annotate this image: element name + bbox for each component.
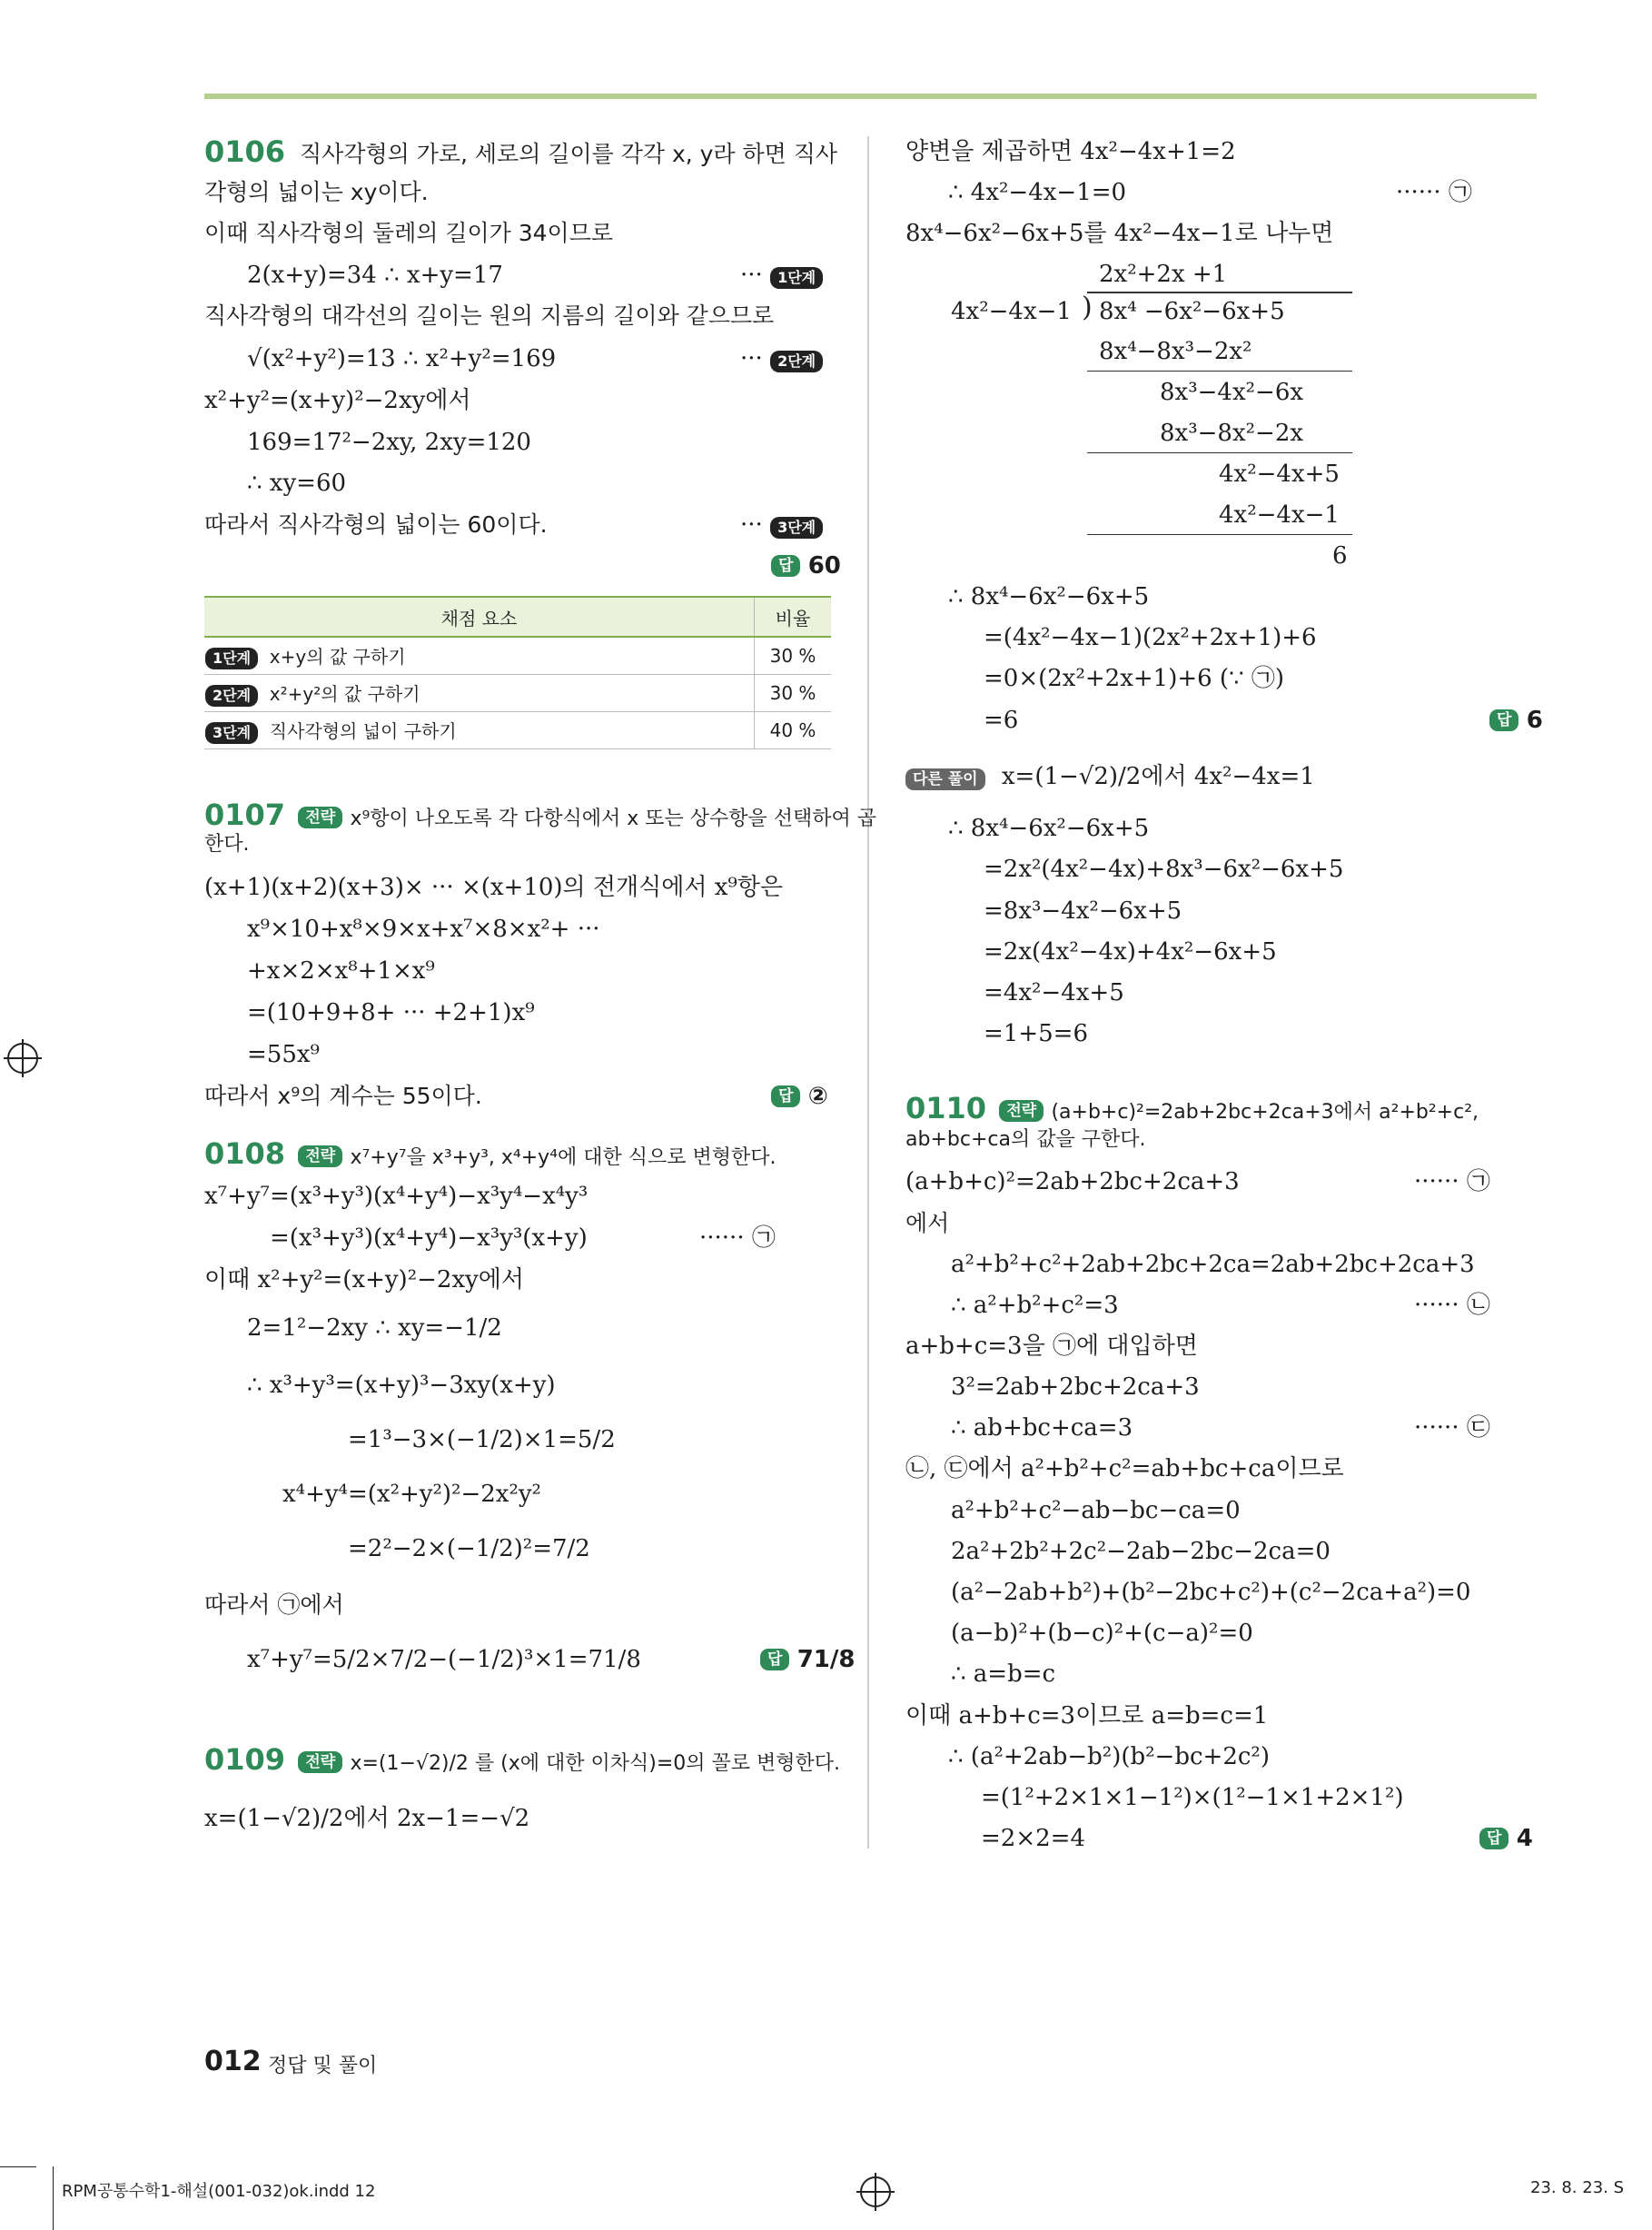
page-number: 012 xyxy=(204,2046,262,2077)
math-line: =(x³+y³)(x⁴+y⁴)−x³y³(x+y) xyxy=(270,1224,588,1252)
step-badge: 1단계 xyxy=(770,267,823,289)
division-step: 4x²−4x+5 xyxy=(1219,461,1340,488)
strategy-label: 전략 xyxy=(298,807,342,828)
math-line: ∴ 8x⁴−6x²−6x+5 xyxy=(948,815,1150,842)
math-line: ∴ x³+y³=(x+y)³−3xy(x+y) xyxy=(247,1372,556,1399)
answer xyxy=(1479,1823,1533,1854)
strategy-label: 전략 xyxy=(999,1100,1044,1122)
text-line: 따라서 x⁹의 계수는 55이다. xyxy=(204,1083,482,1109)
division-rule xyxy=(1087,534,1352,535)
equation-marker: ······ ㉢ xyxy=(1414,1414,1490,1442)
math-line: ∴ a=b=c xyxy=(951,1660,1056,1688)
answer-value: ② xyxy=(807,1083,828,1110)
division-bar xyxy=(1087,292,1352,293)
math-line: ∴ (a²+2ab−b²)(b²−bc+2c²) xyxy=(948,1743,1270,1770)
text-line: 따라서 ㉠에서 xyxy=(204,1591,344,1618)
math-line: =2x(4x²−4x)+4x²−6x+5 xyxy=(984,938,1277,966)
math-line: a+b+c=3을 ㉠에 대입하면 xyxy=(905,1333,1198,1360)
division-step: 8x³−8x²−2x xyxy=(1160,420,1304,447)
division-step: 4x²−4x−1 xyxy=(1219,501,1340,529)
alt-solution-label: 다른 풀이 xyxy=(905,768,985,790)
math-line: ㉡, ㉢에서 a²+b²+c²=ab+bc+ca이므로 xyxy=(905,1455,1344,1482)
equation-marker: ······ ㉠ xyxy=(1396,179,1472,206)
math-line: ∴ 8x⁴−6x²−6x+5 xyxy=(948,583,1150,610)
problem-0109-header xyxy=(204,1744,840,1779)
table-cell: x+y의 값 구하기 xyxy=(269,646,406,668)
table-cell: 30 % xyxy=(755,675,832,712)
text-line: 직사각형의 대각선의 길이는 원의 지름의 길이와 같으므로 xyxy=(204,302,775,329)
math-line: =1+5=6 xyxy=(984,1020,1088,1047)
answer-value: 71/8 xyxy=(796,1646,856,1673)
math-line: =55x⁹ xyxy=(247,1041,320,1068)
math-line: (x+1)(x+2)(x+3)× ··· ×(x+10)의 전개식에서 x⁹항은 xyxy=(204,874,784,901)
step-badge: 2단계 xyxy=(770,351,823,372)
math-line: (a+b+c)²=2ab+2bc+2ca+3 xyxy=(905,1168,1240,1195)
table-row xyxy=(204,675,831,712)
math-line: x=(1−√2)/2에서 4x²−4x=1 xyxy=(1001,763,1315,790)
answer-value: 4 xyxy=(1516,1825,1533,1852)
math-line: (a²−2ab+b²)+(b²−2bc+c²)+(c²−2ca+a²)=0 xyxy=(951,1579,1471,1606)
text-line: 직사각형의 가로, 세로의 길이를 각각 x, y라 하면 직사 xyxy=(300,141,838,167)
answer-value: 6 xyxy=(1526,707,1543,734)
division-remainder: 6 xyxy=(1332,542,1348,570)
math-line: ∴ ab+bc+ca=3 xyxy=(951,1414,1133,1442)
table-cell: 30 % xyxy=(755,637,832,675)
math-line: 2(x+y)=34 ∴ x+y=17 xyxy=(247,262,503,289)
math-line: ∴ xy=60 xyxy=(247,470,347,497)
division-step: 8x⁴−8x³−2x² xyxy=(1099,338,1252,365)
problem-0106-header xyxy=(204,136,837,170)
answer-label: 답 xyxy=(760,1649,789,1670)
math-line: x⁷+y⁷=(x³+y³)(x⁴+y⁴)−x³y⁴−x⁴y³ xyxy=(204,1183,589,1210)
answer xyxy=(760,1644,855,1675)
text-line: 이때 직사각형의 둘레의 길이가 34이므로 xyxy=(204,220,613,246)
math-line: =8x³−4x²−6x+5 xyxy=(984,897,1182,925)
text-line: 에서 xyxy=(905,1210,950,1236)
footer-filename: RPM공통수학1-해설(001-032)ok.indd 12 xyxy=(62,2182,376,2201)
text-line: 각형의 넓이는 xy이다. xyxy=(204,179,429,205)
equation-marker: ······ ㉠ xyxy=(699,1224,776,1252)
math-line: =1³−3×(−1/2)×1=5/2 xyxy=(348,1426,616,1453)
problem-number: 0110 xyxy=(905,1091,987,1125)
answer xyxy=(771,550,841,581)
text-line: 따라서 직사각형의 넓이는 60이다. xyxy=(204,511,548,538)
answer-label: 답 xyxy=(771,555,800,577)
math-line: ∴ 4x²−4x−1=0 xyxy=(948,179,1127,206)
strategy-label: 전략 xyxy=(298,1145,342,1167)
problem-0110-header xyxy=(905,1093,1479,1128)
footer-date: 23. 8. 23. S xyxy=(1530,2178,1625,2197)
strategy-text: x=(1−√2)/2 를 (x에 대한 이차식)=0의 꼴로 변형한다. xyxy=(350,1752,841,1775)
table-row xyxy=(204,637,831,675)
problem-0107-header xyxy=(204,799,876,835)
division-bracket: ) xyxy=(1082,292,1093,323)
math-line: ∴ a²+b²+c²=3 xyxy=(951,1292,1119,1319)
problem-number: 0107 xyxy=(204,798,286,832)
math-line: 8x⁴−6x²−6x+5를 4x²−4x−1로 나누면 xyxy=(905,220,1334,247)
division-step: 8x³−4x²−6x xyxy=(1160,379,1304,406)
math-line: =4x²−4x+5 xyxy=(984,979,1124,1006)
math-line: a²+b²+c²+2ab+2bc+2ca=2ab+2bc+2ca+3 xyxy=(951,1251,1475,1278)
strategy-text: 한다. xyxy=(204,833,250,856)
registration-mark-icon xyxy=(860,2176,891,2207)
math-line: (a−b)²+(b−c)²+(c−a)²=0 xyxy=(951,1620,1253,1647)
table-cell: 40 % xyxy=(755,712,832,749)
math-line: a²+b²+c²−ab−bc−ca=0 xyxy=(951,1497,1241,1524)
math-line: 3²=2ab+2bc+2ca+3 xyxy=(951,1373,1200,1401)
math-line: x=(1−√2)/2에서 2x−1=−√2 xyxy=(204,1805,530,1832)
answer-label: 답 xyxy=(771,1085,800,1107)
math-line: =2x²(4x²−4x)+8x³−6x²−6x+5 xyxy=(984,856,1344,883)
table-header: 비율 xyxy=(755,597,832,637)
step-badge: 3단계 xyxy=(770,517,823,539)
math-line: x⁷+y⁷=5/2×7/2−(−1/2)³×1=71/8 xyxy=(247,1646,641,1673)
math-line: x⁹×10+x⁸×9×x+x⁷×8×x²+ ··· xyxy=(247,916,600,943)
math-line: 2a²+2b²+2c²−2ab−2bc−2ca=0 xyxy=(951,1538,1331,1565)
problem-number: 0106 xyxy=(204,134,286,169)
division-quotient: 2x²+2x +1 xyxy=(1099,261,1228,288)
strategy-label: 전략 xyxy=(298,1751,342,1773)
math-line: +x×2×x⁸+1×x⁹ xyxy=(247,957,435,985)
division-rule xyxy=(1087,452,1352,453)
math-line: =2×2=4 xyxy=(981,1825,1085,1852)
step-marker: ··· 1단계 xyxy=(740,260,823,291)
page-label: 정답 및 풀이 xyxy=(268,2055,378,2077)
equation-marker: ······ ㉠ xyxy=(1414,1168,1490,1195)
problem-number: 0109 xyxy=(204,1742,286,1777)
math-line: 2=1²−2xy ∴ xy=−1/2 xyxy=(247,1314,502,1342)
answer-value: 60 xyxy=(807,552,841,580)
table-cell: 직사각형의 넓이 구하기 xyxy=(269,720,457,742)
step-badge: 1단계 xyxy=(205,648,258,669)
column-divider xyxy=(867,136,869,1848)
problem-0108-header xyxy=(204,1138,777,1174)
answer xyxy=(771,1081,828,1112)
math-line: =2²−2×(−1/2)²=7/2 xyxy=(348,1535,590,1562)
math-line: x²+y²=(x+y)²−2xy에서 xyxy=(204,387,471,414)
step-marker: ··· 3단계 xyxy=(740,510,823,540)
crop-mark xyxy=(53,2166,54,2230)
problem-number: 0108 xyxy=(204,1136,286,1171)
math-line: √(x²+y²)=13 ∴ x²+y²=169 xyxy=(247,345,557,372)
strategy-text: ab+bc+ca의 값을 구한다. xyxy=(905,1128,1146,1151)
math-line: x⁴+y⁴=(x²+y²)²−2x²y² xyxy=(282,1481,541,1508)
division-divisor: 4x²−4x−1 xyxy=(951,298,1072,325)
strategy-text: x⁹항이 나오도록 각 다항식에서 x 또는 상수항을 선택하여 곱 xyxy=(350,808,877,830)
table-row xyxy=(204,712,831,749)
division-rule xyxy=(1087,371,1352,372)
registration-mark-icon xyxy=(7,1043,38,1074)
strategy-text: (a+b+c)²=2ab+2bc+2ca+3에서 a²+b²+c², xyxy=(1051,1101,1479,1124)
table-header: 채점 요소 xyxy=(204,597,755,637)
crop-mark xyxy=(0,2166,36,2167)
math-line: =(1²+2×1×1−1²)×(1²−1×1+2×1²) xyxy=(981,1784,1404,1811)
math-line: 169=17²−2xy, 2xy=120 xyxy=(247,429,531,456)
top-rule xyxy=(204,94,1537,99)
division-dividend: 8x⁴ −6x²−6x+5 xyxy=(1099,298,1285,325)
strategy-text: x⁷+y⁷을 x³+y³, x⁴+y⁴에 대한 식으로 변형한다. xyxy=(350,1146,777,1169)
step-badge: 2단계 xyxy=(205,685,258,707)
scoring-table xyxy=(204,596,831,749)
step-badge: 3단계 xyxy=(205,722,258,744)
alternative-solution xyxy=(905,761,1315,792)
math-line: =(10+9+8+ ··· +2+1)x⁹ xyxy=(247,999,535,1026)
answer xyxy=(1489,705,1543,736)
math-line: =(4x²−4x−1)(2x²+2x+1)+6 xyxy=(984,624,1317,651)
answer-label: 답 xyxy=(1479,1828,1509,1849)
equation-marker: ······ ㉡ xyxy=(1414,1292,1490,1319)
step-marker: ··· 2단계 xyxy=(740,343,823,374)
math-line: 양변을 제곱하면 4x²−4x+1=2 xyxy=(905,138,1236,165)
math-line: =6 xyxy=(984,707,1019,734)
math-line: 이때 x²+y²=(x+y)²−2xy에서 xyxy=(204,1266,525,1293)
answer-label: 답 xyxy=(1489,709,1518,731)
math-line: =0×(2x²+2x+1)+6 (∵ ㉠) xyxy=(984,665,1285,692)
math-line: 이때 a+b+c=3이므로 a=b=c=1 xyxy=(905,1702,1269,1729)
table-cell: x²+y²의 값 구하기 xyxy=(269,683,420,705)
